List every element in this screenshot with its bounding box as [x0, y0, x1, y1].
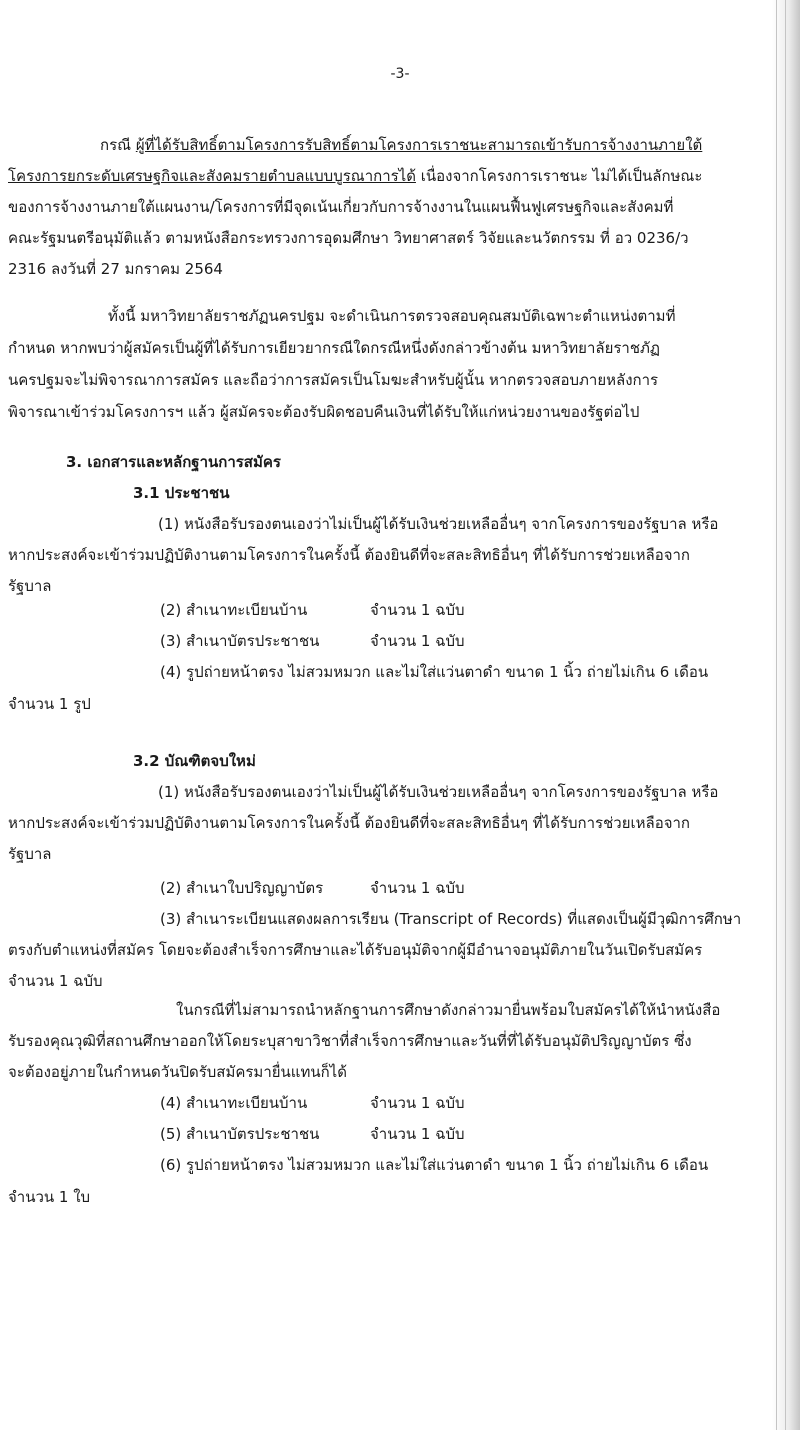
p1-line-1: กรณี ผู้ที่ได้รับสิทธิ์ตามโครงการรับสิทธิ์ตามโครงการเราชนะสามารถเข้ารับการจ้างงานภายใต้: [100, 136, 703, 154]
section-3-1-heading: 3.1 ประชาชน: [133, 484, 230, 502]
s32-item-3-line-3: จำนวน 1 ฉบับ: [8, 972, 103, 990]
s31-item-1-line-3: รัฐบาล: [8, 577, 52, 595]
scan-edge-line: [776, 0, 777, 1430]
s32-note-line-1: ในกรณีที่ไม่สามารถนำหลักฐานการศึกษาดังกล่าวมายื่นพร้อมใบสมัครได้ให้นำหนังสือ: [176, 1001, 721, 1019]
underlined-text: โครงการยกระดับเศรษฐกิจและสังคมรายตำบลแบบบูรณาการได้: [8, 167, 416, 185]
quantity: จำนวน 1 ฉบับ: [370, 879, 465, 897]
p1-line-3: ของการจ้างงานภายใต้แผนงาน/โครงการที่มีจุดเน้นเกี่ยวกับการจ้างงานในแผนฟื้นฟูเศรษฐกิจและสังคมที่: [8, 198, 674, 216]
s31-item-2: (2) สำเนาทะเบียนบ้าน จำนวน 1 ฉบับ: [160, 601, 465, 619]
p1-line-4: คณะรัฐมนตรีอนุมัติแล้ว ตามหนังสือกระทรวงการอุดมศึกษา วิทยาศาสตร์ วิจัยและนวัตกรรม ที่ อว 0236/ว: [8, 229, 689, 247]
quantity: จำนวน 1 ฉบับ: [370, 632, 465, 650]
s31-item-3: (3) สำเนาบัตรประชาชน จำนวน 1 ฉบับ: [160, 632, 465, 650]
scan-edge-line: [785, 0, 786, 1430]
quantity: จำนวน 1 ฉบับ: [370, 1125, 465, 1143]
s32-item-3-line-1: (3) สำเนาระเบียนแสดงผลการเรียน (Transcript of Records) ที่แสดงเป็นผู้มีวุฒิการศึกษา: [160, 910, 742, 928]
s32-note-line-3: จะต้องอยู่ภายในกำหนดวันปิดรับสมัครมายื่นแทนก็ได้: [8, 1063, 347, 1081]
quantity: จำนวน 1 ฉบับ: [370, 1094, 465, 1112]
p1-line-2: โครงการยกระดับเศรษฐกิจและสังคมรายตำบลแบบบูรณาการได้ เนื่องจากโครงการเราชนะ ไม่ได้เป็นลักษณะ: [8, 167, 703, 185]
p2-line-2: กำหนด หากพบว่าผู้สมัครเป็นผู้ที่ได้รับการเยียวยากรณีใดกรณีหนึ่งดังกล่าวข้างต้น มหาวิทยาลัยราชภัฏ: [8, 339, 660, 357]
s32-item-1-line-2: หากประสงค์จะเข้าร่วมปฏิบัติงานตามโครงการในครั้งนี้ ต้องยินดีที่จะสละสิทธิอื่นๆ ที่ได้รับการช่วยเหลือจาก: [8, 814, 691, 832]
section-3-2-heading: 3.2 บัณฑิตจบใหม่: [133, 752, 256, 770]
s32-item-1-line-3: รัฐบาล: [8, 845, 52, 863]
s32-item-2: (2) สำเนาใบปริญญาบัตร จำนวน 1 ฉบับ: [160, 879, 465, 897]
p2-line-4: พิจารณาเข้าร่วมโครงการฯ แล้ว ผู้สมัครจะต้องรับผิดชอบคืนเงินที่ได้รับให้แก่หน่วยงานของรัฐต่อไป: [8, 403, 640, 421]
p2-line-3: นครปฐมจะไม่พิจารณาการสมัคร และถือว่าการสมัครเป็นโมฆะสำหรับผู้นั้น หากตรวจสอบภายหลังการ: [8, 371, 659, 389]
s32-note-line-2: รับรองคุณวุฒิที่สถานศึกษาออกให้โดยระบุสาขาวิชาที่สำเร็จการศึกษาและวันที่ที่ได้รับอนุมัติปริญญาบัตร ซึ่ง: [8, 1032, 692, 1050]
s31-item-4-line-2: จำนวน 1 รูป: [8, 695, 91, 713]
s32-item-3-line-2: ตรงกับตำแหน่งที่สมัคร โดยจะต้องสำเร็จการศึกษาและได้รับอนุมัติจากผู้มีอำนาจอนุมัติภายในวันเปิดรับสมัคร: [8, 941, 703, 959]
s32-item-5: (5) สำเนาบัตรประชาชน จำนวน 1 ฉบับ: [160, 1125, 465, 1143]
underlined-text: ผู้ที่ได้รับสิทธิ์ตามโครงการรับสิทธิ์ตามโครงการเราชนะสามารถเข้ารับการจ้างงานภายใต้: [135, 136, 703, 154]
s32-item-1-line-1: (1) หนังสือรับรองตนเองว่าไม่เป็นผู้ได้รับเงินช่วยเหลืออื่นๆ จากโครงการของรัฐบาล หรือ: [158, 783, 719, 801]
section-3-heading: 3. เอกสารและหลักฐานการสมัคร: [66, 453, 281, 471]
s31-item-4-line-1: (4) รูปถ่ายหน้าตรง ไม่สวมหมวก และไม่ใส่แว่นตาดำ ขนาด 1 นิ้ว ถ่ายไม่เกิน 6 เดือน: [160, 663, 709, 681]
s32-item-4: (4) สำเนาทะเบียนบ้าน จำนวน 1 ฉบับ: [160, 1094, 465, 1112]
s32-item-6-line-1: (6) รูปถ่ายหน้าตรง ไม่สวมหมวก และไม่ใส่แว่นตาดำ ขนาด 1 นิ้ว ถ่ายไม่เกิน 6 เดือน: [160, 1156, 709, 1174]
s31-item-1-line-2: หากประสงค์จะเข้าร่วมปฏิบัติงานตามโครงการในครั้งนี้ ต้องยินดีที่จะสละสิทธิอื่นๆ ที่ได้รับการช่วยเหลือจาก: [8, 546, 691, 564]
s32-item-6-line-2: จำนวน 1 ใบ: [8, 1188, 91, 1206]
page-number: -3-: [390, 66, 410, 82]
quantity: จำนวน 1 ฉบับ: [370, 601, 465, 619]
p1-line-5: 2316 ลงวันที่ 27 มกราคม 2564: [8, 260, 223, 278]
p2-line-1: ทั้งนี้ มหาวิทยาลัยราชภัฏนครปฐม จะดำเนินการตรวจสอบคุณสมบัติเฉพาะตำแหน่งตามที่: [108, 307, 676, 325]
s31-item-1-line-1: (1) หนังสือรับรองตนเองว่าไม่เป็นผู้ได้รับเงินช่วยเหลืออื่นๆ จากโครงการของรัฐบาล หรือ: [158, 515, 719, 533]
